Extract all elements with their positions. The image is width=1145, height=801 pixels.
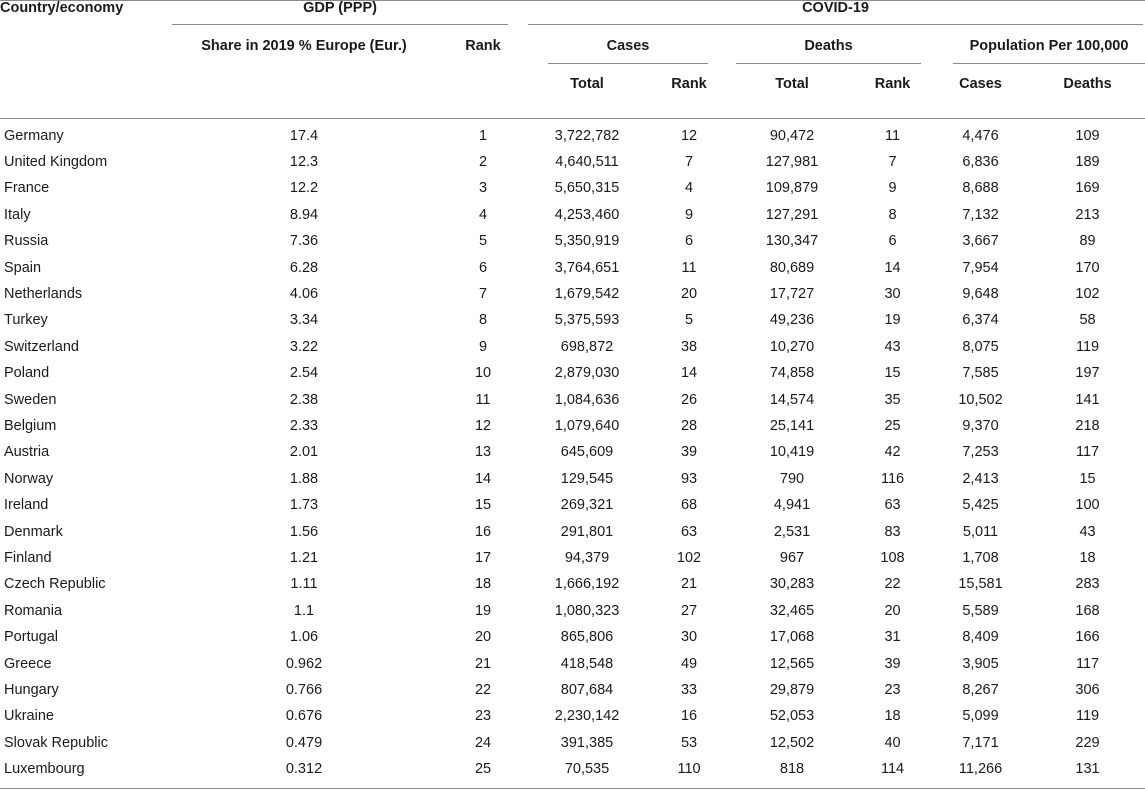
- cell-gdp-share: 1.56: [289, 523, 319, 540]
- cell-gdp-rank: 12: [474, 417, 492, 434]
- cell-pop-cases: 5,099: [962, 708, 999, 725]
- cell-gdp-rank: 8: [478, 312, 488, 329]
- cell-pop-cases: 7,253: [962, 444, 999, 461]
- cell-pop-deaths: 100: [1075, 497, 1100, 514]
- table-row: [0, 492, 1145, 518]
- cell-gdp-share: 2.33: [289, 417, 319, 434]
- cell-gdp-rank: 1: [478, 127, 488, 144]
- cell-cases-total: 5,650,315: [554, 180, 620, 197]
- table-row: [0, 281, 1145, 307]
- cell-pop-cases: 8,267: [962, 681, 999, 698]
- cell-cases-rank: 30: [680, 629, 698, 646]
- cell-cases-rank: 26: [680, 391, 698, 408]
- cell-gdp-rank: 25: [440, 756, 526, 789]
- cell-deaths-total: 80,689: [769, 259, 815, 276]
- cell-pop-deaths: 102: [1075, 286, 1100, 303]
- table-row: [0, 386, 1145, 412]
- table-row: [0, 650, 1145, 676]
- cell-cases-total: 70,535: [526, 756, 648, 789]
- cell-gdp-rank: 3: [478, 180, 488, 197]
- header-pop-group: [931, 38, 1145, 76]
- cell-pop-deaths: 168: [1075, 602, 1100, 619]
- cell-gdp-rank: 16: [474, 523, 492, 540]
- cell-gdp-rank: 20: [474, 629, 492, 646]
- table-row: [0, 118, 1145, 149]
- cell-cases-total: 94,379: [564, 549, 610, 566]
- cell-deaths-total: 127,981: [765, 154, 819, 171]
- header-deaths-rank: Rank: [854, 76, 931, 118]
- cell-pop-cases: 6,374: [962, 312, 999, 329]
- cell-cases-rank: 27: [680, 602, 698, 619]
- table-row: [0, 360, 1145, 386]
- cell-cases-total: 4,253,460: [554, 206, 620, 223]
- cell-country: Turkey: [4, 312, 48, 329]
- cell-country: Denmark: [4, 523, 63, 540]
- cell-pop-deaths: 141: [1075, 391, 1100, 408]
- cell-cases-total: 865,806: [560, 629, 614, 646]
- cell-pop-deaths: 15: [1079, 470, 1096, 487]
- table-row: [0, 149, 1145, 175]
- table-row: [0, 254, 1145, 280]
- cell-country: Portugal: [4, 629, 59, 646]
- cell-pop-deaths: 213: [1075, 206, 1100, 223]
- cell-deaths-total: 10,419: [769, 444, 815, 461]
- cell-pop-deaths: 18: [1079, 549, 1096, 566]
- cell-pop-cases: 4,476: [962, 127, 999, 144]
- cell-cases-rank: 20: [680, 286, 698, 303]
- header-gdp-share: Share in 2019 % Europe (Eur.): [201, 38, 407, 54]
- cell-cases-rank: 28: [680, 417, 698, 434]
- cell-gdp-rank: 13: [474, 444, 492, 461]
- cell-gdp-rank: 18: [474, 576, 492, 593]
- cell-cases-total: 5,350,919: [554, 233, 620, 250]
- cell-gdp-rank: 24: [474, 734, 492, 751]
- cell-gdp-share: 0.766: [285, 681, 323, 698]
- cell-cases-total: 391,385: [560, 734, 614, 751]
- cell-cases-total: 129,545: [560, 470, 614, 487]
- cell-country: Poland: [4, 365, 50, 382]
- cell-cases-rank: 38: [680, 338, 698, 355]
- cell-cases-total: 645,609: [560, 444, 614, 461]
- table-row: [0, 729, 1145, 755]
- cell-deaths-rank: 7: [888, 154, 897, 171]
- cell-cases-total: 269,321: [560, 497, 614, 514]
- cell-deaths-rank: 20: [884, 602, 901, 619]
- cell-cases-total: 698,872: [560, 338, 614, 355]
- cell-gdp-share: 12.3: [289, 154, 319, 171]
- cell-cases-rank: 7: [684, 154, 694, 171]
- cell-country: Netherlands: [4, 286, 83, 303]
- cell-country: Germany: [4, 127, 64, 144]
- table-row: [0, 175, 1145, 201]
- table-row: [0, 413, 1145, 439]
- cell-deaths-total: 29,879: [769, 681, 815, 698]
- cell-gdp-rank: 14: [474, 470, 492, 487]
- cell-deaths-rank: 30: [884, 286, 901, 303]
- cell-gdp-rank: 15: [474, 497, 492, 514]
- cell-deaths-rank: 63: [884, 497, 901, 514]
- cell-deaths-rank: 14: [884, 259, 901, 276]
- cell-deaths-total: 52,053: [769, 708, 815, 725]
- cell-deaths-rank: 108: [880, 549, 905, 566]
- cell-country: Belgium: [4, 417, 57, 434]
- cell-gdp-share: 0.676: [285, 708, 323, 725]
- table-row: [0, 439, 1145, 465]
- cell-pop-deaths: 117: [1075, 655, 1100, 672]
- cell-gdp-share: 2.54: [289, 365, 319, 382]
- cell-cases-rank: 9: [684, 206, 694, 223]
- cell-gdp-share: 4.06: [289, 286, 319, 303]
- header-empty-3b: [168, 76, 440, 118]
- cell-gdp-rank: 10: [474, 365, 492, 382]
- header-covid-group: [526, 0, 1145, 38]
- header-pop-cases: Cases: [931, 76, 1030, 118]
- cell-pop-deaths: 119: [1075, 708, 1100, 725]
- table-row: [0, 624, 1145, 650]
- cell-deaths-rank: 31: [884, 629, 901, 646]
- cell-gdp-share: 1.1: [293, 602, 315, 619]
- cell-country: Ukraine: [4, 708, 54, 725]
- header-empty-3a: [0, 76, 168, 118]
- cell-deaths-rank: 35: [884, 391, 901, 408]
- cell-pop-cases: 11,266: [931, 756, 1030, 789]
- cell-country: Slovak Republic: [4, 734, 108, 751]
- header-cases-rank: Rank: [648, 76, 730, 118]
- cell-gdp-rank: 22: [474, 681, 492, 698]
- cell-deaths-rank: 8: [888, 206, 897, 223]
- cell-gdp-rank: 4: [478, 206, 488, 223]
- cell-cases-rank: 4: [684, 180, 694, 197]
- cell-deaths-rank: 19: [884, 312, 901, 329]
- cell-deaths-total: 818: [730, 756, 854, 789]
- cell-pop-cases: 7,585: [962, 365, 999, 382]
- cell-gdp-rank: 6: [478, 259, 488, 276]
- cell-deaths-rank: 18: [884, 708, 901, 725]
- cell-deaths-rank: 15: [884, 365, 901, 382]
- cell-gdp-rank: 7: [478, 286, 488, 303]
- cell-country: Ireland: [4, 497, 49, 514]
- header-gdp-group-label: GDP (PPP): [172, 0, 508, 25]
- cell-pop-deaths: 58: [1079, 312, 1096, 329]
- cell-country: Sweden: [4, 391, 57, 408]
- cell-pop-cases: 5,589: [962, 602, 999, 619]
- table-row: [0, 466, 1145, 492]
- cell-pop-deaths: 189: [1075, 154, 1100, 171]
- cell-pop-cases: 5,425: [962, 497, 999, 514]
- header-gdp-rank: Rank: [465, 38, 501, 54]
- cell-country: Switzerland: [4, 338, 79, 355]
- cell-pop-deaths: 218: [1075, 417, 1100, 434]
- cell-pop-cases: 3,667: [962, 233, 999, 250]
- cell-pop-cases: 9,648: [962, 286, 999, 303]
- cell-cases-total: 1,084,636: [554, 391, 620, 408]
- cell-gdp-share: 3.34: [289, 312, 319, 329]
- cell-cases-rank: 102: [676, 549, 702, 566]
- cell-deaths-total: 10,270: [769, 338, 815, 355]
- cell-deaths-total: 130,347: [765, 233, 819, 250]
- cell-deaths-rank: 114: [854, 756, 931, 789]
- header-cases-group-label: Cases: [548, 38, 708, 64]
- table-row: [0, 545, 1145, 571]
- cell-cases-rank: 16: [680, 708, 698, 725]
- cell-pop-deaths: 166: [1075, 629, 1100, 646]
- cell-pop-cases: 7,954: [962, 259, 999, 276]
- cell-pop-deaths: 197: [1075, 365, 1100, 382]
- header-covid-group-label: COVID-19: [528, 0, 1143, 25]
- cell-deaths-rank: 23: [884, 681, 901, 698]
- cell-country: Hungary: [4, 681, 59, 698]
- header-pop-group-label: Population Per 100,000: [953, 38, 1145, 64]
- cell-cases-total: 2,230,142: [554, 708, 620, 725]
- cell-gdp-rank: 17: [474, 549, 492, 566]
- cell-cases-total: 3,764,651: [554, 259, 620, 276]
- cell-country: Spain: [4, 259, 42, 276]
- cell-gdp-share: 0.312: [168, 756, 440, 789]
- cell-cases-total: 1,679,542: [554, 286, 620, 303]
- cell-deaths-total: 17,727: [769, 286, 815, 303]
- cell-pop-cases: 8,688: [962, 180, 999, 197]
- header-empty-3c: [440, 76, 526, 118]
- table-body: [0, 118, 1145, 789]
- cell-gdp-share: 1.88: [289, 470, 319, 487]
- table-row: [0, 202, 1145, 228]
- cell-gdp-rank: 9: [478, 338, 488, 355]
- header-cases-total: Total: [526, 76, 648, 118]
- header-gdp-group: [168, 0, 526, 38]
- cell-gdp-share: 12.2: [289, 180, 319, 197]
- header-cases-group: [526, 38, 730, 76]
- cell-cases-total: 1,080,323: [554, 602, 620, 619]
- cell-deaths-rank: 83: [884, 523, 901, 540]
- cell-deaths-total: 25,141: [769, 417, 815, 434]
- cell-deaths-rank: 39: [884, 655, 901, 672]
- table-row: [0, 756, 1145, 789]
- cell-cases-total: 4,640,511: [555, 154, 619, 171]
- cell-gdp-share: 2.38: [289, 391, 319, 408]
- cell-country: Italy: [4, 206, 31, 223]
- cell-deaths-total: 790: [779, 470, 805, 487]
- cell-pop-deaths: 170: [1075, 259, 1100, 276]
- cell-deaths-total: 4,941: [773, 497, 811, 514]
- cell-pop-deaths: 119: [1075, 338, 1100, 355]
- cell-deaths-total: 12,502: [769, 734, 815, 751]
- cell-cases-rank: 53: [680, 734, 698, 751]
- cell-country: Norway: [4, 470, 54, 487]
- cell-deaths-rank: 42: [884, 444, 901, 461]
- cell-gdp-rank: 5: [478, 233, 488, 250]
- cell-pop-cases: 7,171: [962, 734, 999, 751]
- cell-deaths-total: 127,291: [765, 206, 819, 223]
- cell-pop-deaths: 229: [1075, 734, 1100, 751]
- cell-country: Luxembourg: [0, 756, 168, 789]
- cell-cases-total: 3,722,782: [554, 127, 620, 144]
- cell-cases-total: 1,079,640: [554, 417, 620, 434]
- cell-deaths-total: 109,879: [765, 180, 819, 197]
- cell-cases-rank: 39: [680, 444, 698, 461]
- cell-pop-cases: 3,905: [962, 655, 999, 672]
- table-row: [0, 598, 1145, 624]
- cell-deaths-rank: 40: [884, 734, 901, 751]
- header-country: Country/economy: [0, 0, 124, 16]
- cell-pop-deaths: 131: [1030, 756, 1145, 789]
- cell-pop-cases: 15,581: [958, 576, 1003, 593]
- cell-country: France: [4, 180, 50, 197]
- cell-country: Czech Republic: [4, 576, 106, 593]
- cell-cases-total: 418,548: [560, 655, 614, 672]
- cell-deaths-total: 967: [779, 549, 805, 566]
- cell-cases-rank: 11: [681, 259, 697, 276]
- table-row: [0, 703, 1145, 729]
- cell-country: Austria: [4, 444, 50, 461]
- cell-gdp-share: 8.94: [289, 206, 319, 223]
- table-row: [0, 677, 1145, 703]
- header-deaths-group-label: Deaths: [736, 38, 921, 64]
- cell-deaths-total: 74,858: [769, 365, 815, 382]
- cell-cases-rank: 93: [680, 470, 698, 487]
- cell-pop-deaths: 283: [1075, 576, 1100, 593]
- header-pop-deaths: Deaths: [1030, 76, 1145, 118]
- cell-country: Russia: [4, 233, 49, 250]
- cell-pop-deaths: 109: [1075, 127, 1100, 144]
- cell-pop-deaths: 117: [1075, 444, 1100, 461]
- cell-gdp-share: 0.962: [285, 655, 323, 672]
- cell-deaths-total: 49,236: [769, 312, 815, 329]
- table-row: [0, 307, 1145, 333]
- cell-cases-rank: 63: [680, 523, 698, 540]
- cell-pop-cases: 7,132: [962, 206, 999, 223]
- cell-cases-total: 807,684: [560, 681, 614, 698]
- cell-cases-rank: 12: [680, 127, 698, 144]
- table-row: [0, 571, 1145, 597]
- cell-gdp-rank: 11: [475, 391, 491, 408]
- cell-deaths-total: 90,472: [769, 127, 815, 144]
- cell-deaths-rank: 43: [884, 338, 901, 355]
- cell-gdp-rank: 23: [474, 708, 492, 725]
- header-empty: [0, 38, 168, 76]
- cell-pop-cases: 9,370: [962, 417, 999, 434]
- cell-gdp-share: 1.11: [290, 576, 318, 593]
- cell-pop-cases: 5,011: [962, 523, 999, 540]
- cell-deaths-rank: 9: [888, 180, 897, 197]
- cell-pop-deaths: 306: [1075, 681, 1100, 698]
- cell-country: Greece: [4, 655, 52, 672]
- cell-gdp-share: 0.479: [285, 734, 323, 751]
- cell-pop-cases: 10,502: [958, 391, 1003, 408]
- cell-deaths-total: 14,574: [769, 391, 815, 408]
- cell-pop-cases: 2,413: [962, 470, 999, 487]
- header-deaths-total: Total: [730, 76, 854, 118]
- cell-pop-cases: 6,836: [962, 154, 999, 171]
- cell-deaths-total: 30,283: [769, 576, 815, 593]
- cell-country: Finland: [4, 549, 52, 566]
- cell-deaths-total: 32,465: [769, 602, 815, 619]
- table-row: [0, 228, 1145, 254]
- cell-gdp-share: 1.21: [289, 549, 319, 566]
- cell-gdp-share: 1.73: [289, 497, 319, 514]
- cell-deaths-total: 2,531: [773, 523, 811, 540]
- cell-gdp-share: 17.4: [289, 127, 319, 144]
- cell-cases-rank: 49: [680, 655, 698, 672]
- cell-cases-total: 1,666,192: [554, 576, 620, 593]
- cell-cases-total: 5,375,593: [554, 312, 620, 329]
- table-row: [0, 334, 1145, 360]
- cell-deaths-total: 17,068: [769, 629, 815, 646]
- cell-cases-rank: 14: [680, 365, 698, 382]
- cell-gdp-share: 6.28: [289, 259, 319, 276]
- cell-gdp-share: 2.01: [289, 444, 319, 461]
- cell-gdp-share: 3.22: [289, 338, 319, 355]
- table-row: [0, 518, 1145, 544]
- cell-cases-rank: 33: [680, 681, 698, 698]
- cell-deaths-rank: 22: [884, 576, 901, 593]
- cell-deaths-rank: 116: [880, 470, 905, 487]
- cell-cases-rank: 6: [684, 233, 694, 250]
- cell-cases-total: 2,879,030: [554, 365, 620, 382]
- cell-deaths-total: 12,565: [769, 655, 815, 672]
- cell-pop-cases: 8,075: [962, 338, 999, 355]
- cell-pop-deaths: 89: [1079, 233, 1096, 250]
- cell-cases-rank: 68: [680, 497, 698, 514]
- cell-gdp-share: 7.36: [289, 233, 319, 250]
- cell-cases-rank: 5: [684, 312, 694, 329]
- cell-cases-total: 291,801: [560, 523, 614, 540]
- cell-country: United Kingdom: [4, 154, 108, 171]
- cell-country: Romania: [4, 602, 63, 619]
- cell-deaths-rank: 25: [884, 417, 901, 434]
- cell-deaths-rank: 11: [884, 127, 901, 144]
- cell-cases-rank: 110: [648, 756, 730, 789]
- cell-gdp-share: 1.06: [289, 629, 319, 646]
- cell-gdp-rank: 19: [474, 602, 492, 619]
- cell-gdp-rank: 21: [474, 655, 492, 672]
- cell-pop-deaths: 169: [1075, 180, 1100, 197]
- cell-pop-cases: 8,409: [962, 629, 999, 646]
- cell-pop-deaths: 43: [1079, 523, 1096, 540]
- cell-gdp-rank: 2: [478, 154, 488, 171]
- cell-cases-rank: 21: [680, 576, 698, 593]
- cell-pop-cases: 1,708: [962, 549, 999, 566]
- header-deaths-group: [730, 38, 931, 76]
- cell-deaths-rank: 6: [888, 233, 897, 250]
